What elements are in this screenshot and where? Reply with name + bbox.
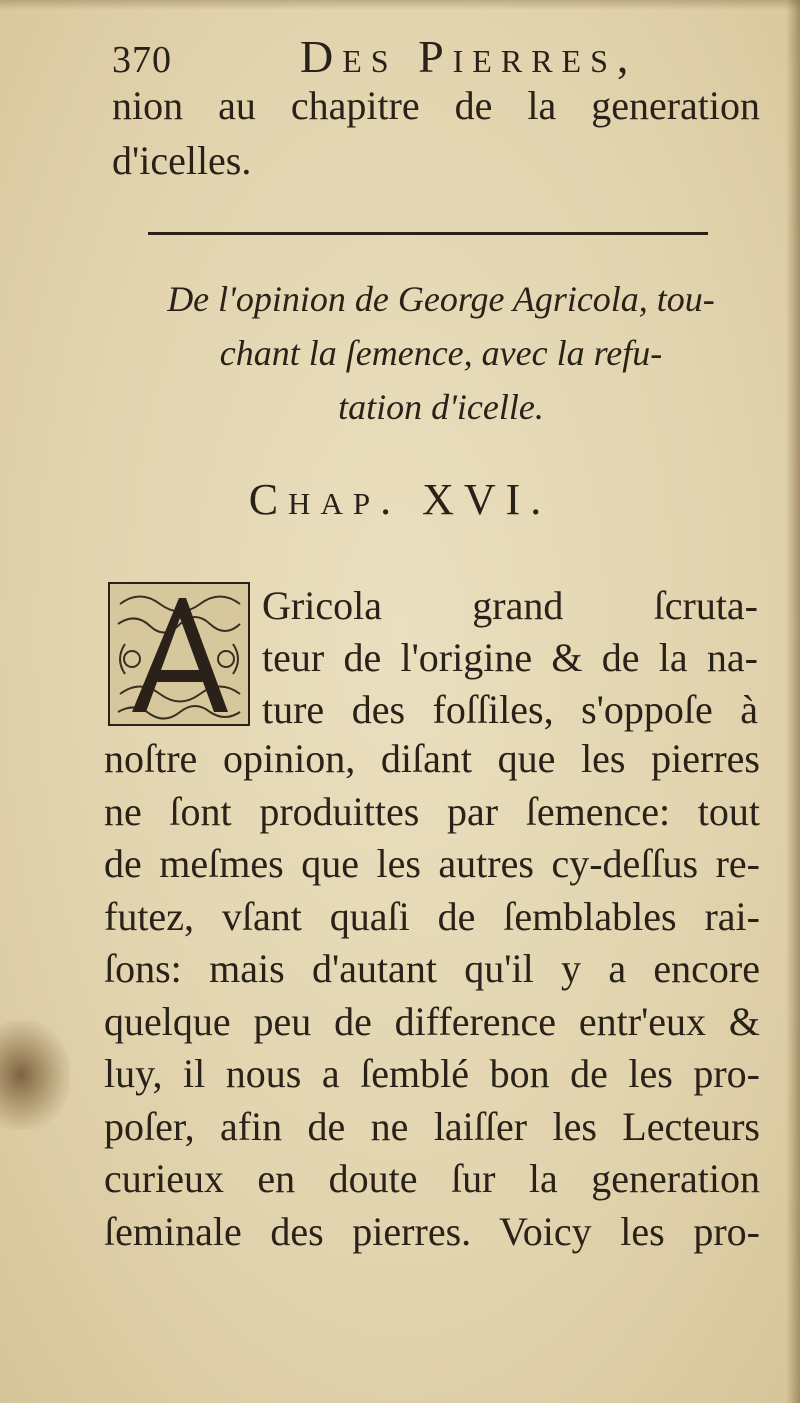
paper-stain (0, 1020, 70, 1130)
section-title (116, 272, 766, 434)
paragraph-opening (262, 580, 758, 736)
text-line: curieux en doute ſur la generation (104, 1156, 760, 1201)
chapter-heading: Chap. XVI. (248, 475, 552, 524)
ornament-icon (110, 584, 248, 724)
text-line: Gricola grand ſcruta- (262, 583, 758, 628)
section-title-line: chant la ſemence, avec la refu- (219, 333, 663, 373)
text-line: futez, vſant quaſi de ſemblables rai- (104, 893, 760, 939)
text-line: teur de l'origine & de la na- (262, 635, 758, 680)
section-rule (148, 232, 708, 235)
page-edge-shadow-top (0, 0, 800, 10)
text-line: de meſmes que les autres cy-deſſus re- (104, 841, 760, 886)
text-line: ſeminale des pierres. Voicy les pro- (104, 1208, 760, 1254)
text-line: ne ſont produittes par ſemence: tout (104, 788, 760, 834)
text-line: d'icelles. (112, 138, 252, 183)
continued-text (112, 78, 760, 188)
paragraph-body (104, 733, 760, 1258)
text-line: ture des foſſiles, s'oppoſe à (262, 687, 758, 732)
ornamental-initial (108, 582, 250, 726)
section-title-line: De l'opinion de George Agricola, tou- (167, 279, 715, 319)
page-number: 370 (112, 39, 172, 81)
text-line: quelque peu de difference entr'eux & (104, 998, 760, 1044)
text-line: noſtre opinion, diſant que les pierres (104, 736, 760, 781)
text-line: luy, il nous a ſemblé bon de les pro- (104, 1051, 760, 1096)
running-head: Des Pierres, (300, 31, 638, 82)
page-edge-shadow-right (786, 0, 800, 1403)
text-line: ſons: mais d'autant qu'il y a encore (104, 946, 760, 991)
text-line: nion au chapitre de la generation (112, 83, 760, 128)
text-line: poſer, afin de ne laiſſer les Lecteurs (104, 1103, 760, 1149)
section-title-line: tation d'icelle. (338, 387, 544, 427)
